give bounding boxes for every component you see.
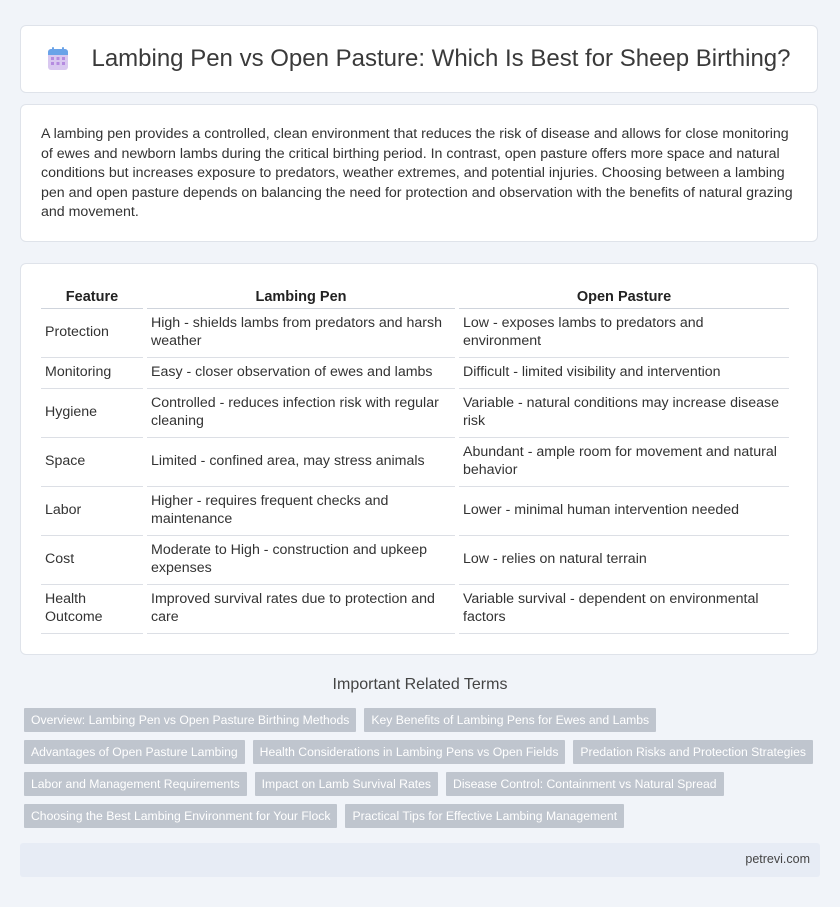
calendar-icon bbox=[47, 46, 69, 72]
pasture-cell: Low - exposes lambs to predators and environment bbox=[459, 309, 789, 358]
related-tag[interactable]: Advantages of Open Pasture Lambing bbox=[24, 740, 245, 764]
page-footer bbox=[20, 843, 820, 877]
related-tag[interactable]: Key Benefits of Lambing Pens for Ewes and Lambs bbox=[364, 708, 656, 732]
pasture-cell: Variable survival - dependent on environmental factors bbox=[459, 585, 789, 634]
header-open-pasture: Open Pasture bbox=[459, 282, 789, 309]
pen-cell: Controlled - reduces infection risk with regular cleaning bbox=[147, 389, 455, 438]
table-row bbox=[41, 358, 789, 389]
related-tag[interactable]: Predation Risks and Protection Strategies bbox=[573, 740, 813, 764]
comparison-card bbox=[20, 263, 818, 655]
pen-cell: Limited - confined area, may stress animals bbox=[147, 438, 455, 487]
feature-cell: Health Outcome bbox=[41, 585, 143, 634]
pasture-cell: Difficult - limited visibility and intervention bbox=[459, 358, 789, 389]
table-row bbox=[41, 438, 789, 487]
pen-cell: Easy - closer observation of ewes and lambs bbox=[147, 358, 455, 389]
related-tag[interactable]: Practical Tips for Effective Lambing Management bbox=[345, 804, 624, 828]
related-tag[interactable]: Health Considerations in Lambing Pens vs Open Fields bbox=[253, 740, 566, 764]
pen-cell: Moderate to High - construction and upkeep expenses bbox=[147, 536, 455, 585]
related-tag[interactable]: Impact on Lamb Survival Rates bbox=[255, 772, 438, 796]
related-terms-title: Important Related Terms bbox=[332, 676, 508, 693]
pasture-cell: Variable - natural conditions may increase disease risk bbox=[459, 389, 789, 438]
related-tag[interactable]: Disease Control: Containment vs Natural Spread bbox=[446, 772, 724, 796]
pen-cell: Higher - requires frequent checks and maintenance bbox=[147, 487, 455, 536]
page-title: Lambing Pen vs Open Pasture: Which Is Best for Sheep Birthing? bbox=[91, 45, 791, 72]
header-feature: Feature bbox=[41, 282, 143, 309]
intro-text: A lambing pen provides a controlled, clean environment that reduces the risk of disease and allows for close monitoring of ewes and newborn lambs during the critical birthing period. In contrast, open pasture offers more space and natural conditions but increases exposure to predators, weather extremes, and potential injuries. Choosing between a lambing pen and open pasture depends on balancing the need for protection and observation with the benefits of natural grazing and movement. bbox=[41, 126, 793, 221]
feature-cell: Hygiene bbox=[41, 389, 143, 438]
feature-cell: Space bbox=[41, 438, 143, 487]
pasture-cell: Low - relies on natural terrain bbox=[459, 536, 789, 585]
page-header bbox=[20, 25, 818, 93]
pen-cell: High - shields lambs from predators and harsh weather bbox=[147, 309, 455, 358]
feature-cell: Monitoring bbox=[41, 358, 143, 389]
table-row bbox=[41, 309, 789, 358]
header-lambing-pen: Lambing Pen bbox=[147, 282, 455, 309]
pasture-cell: Lower - minimal human intervention needed bbox=[459, 487, 789, 536]
comparison-table bbox=[37, 282, 793, 634]
table-row bbox=[41, 487, 789, 536]
related-tags bbox=[24, 708, 824, 836]
table-row bbox=[41, 389, 789, 438]
feature-cell: Protection bbox=[41, 309, 143, 358]
related-tag[interactable]: Overview: Lambing Pen vs Open Pasture Birthing Methods bbox=[24, 708, 356, 732]
table-row bbox=[41, 585, 789, 634]
related-tag[interactable]: Choosing the Best Lambing Environment for Your Flock bbox=[24, 804, 337, 828]
pasture-cell: Abundant - ample room for movement and natural behavior bbox=[459, 438, 789, 487]
feature-cell: Labor bbox=[41, 487, 143, 536]
footer-site-link[interactable]: petrevi.com bbox=[745, 852, 810, 866]
feature-cell: Cost bbox=[41, 536, 143, 585]
intro-card bbox=[20, 104, 818, 242]
related-tag[interactable]: Labor and Management Requirements bbox=[24, 772, 247, 796]
pen-cell: Improved survival rates due to protection and care bbox=[147, 585, 455, 634]
table-row bbox=[41, 536, 789, 585]
